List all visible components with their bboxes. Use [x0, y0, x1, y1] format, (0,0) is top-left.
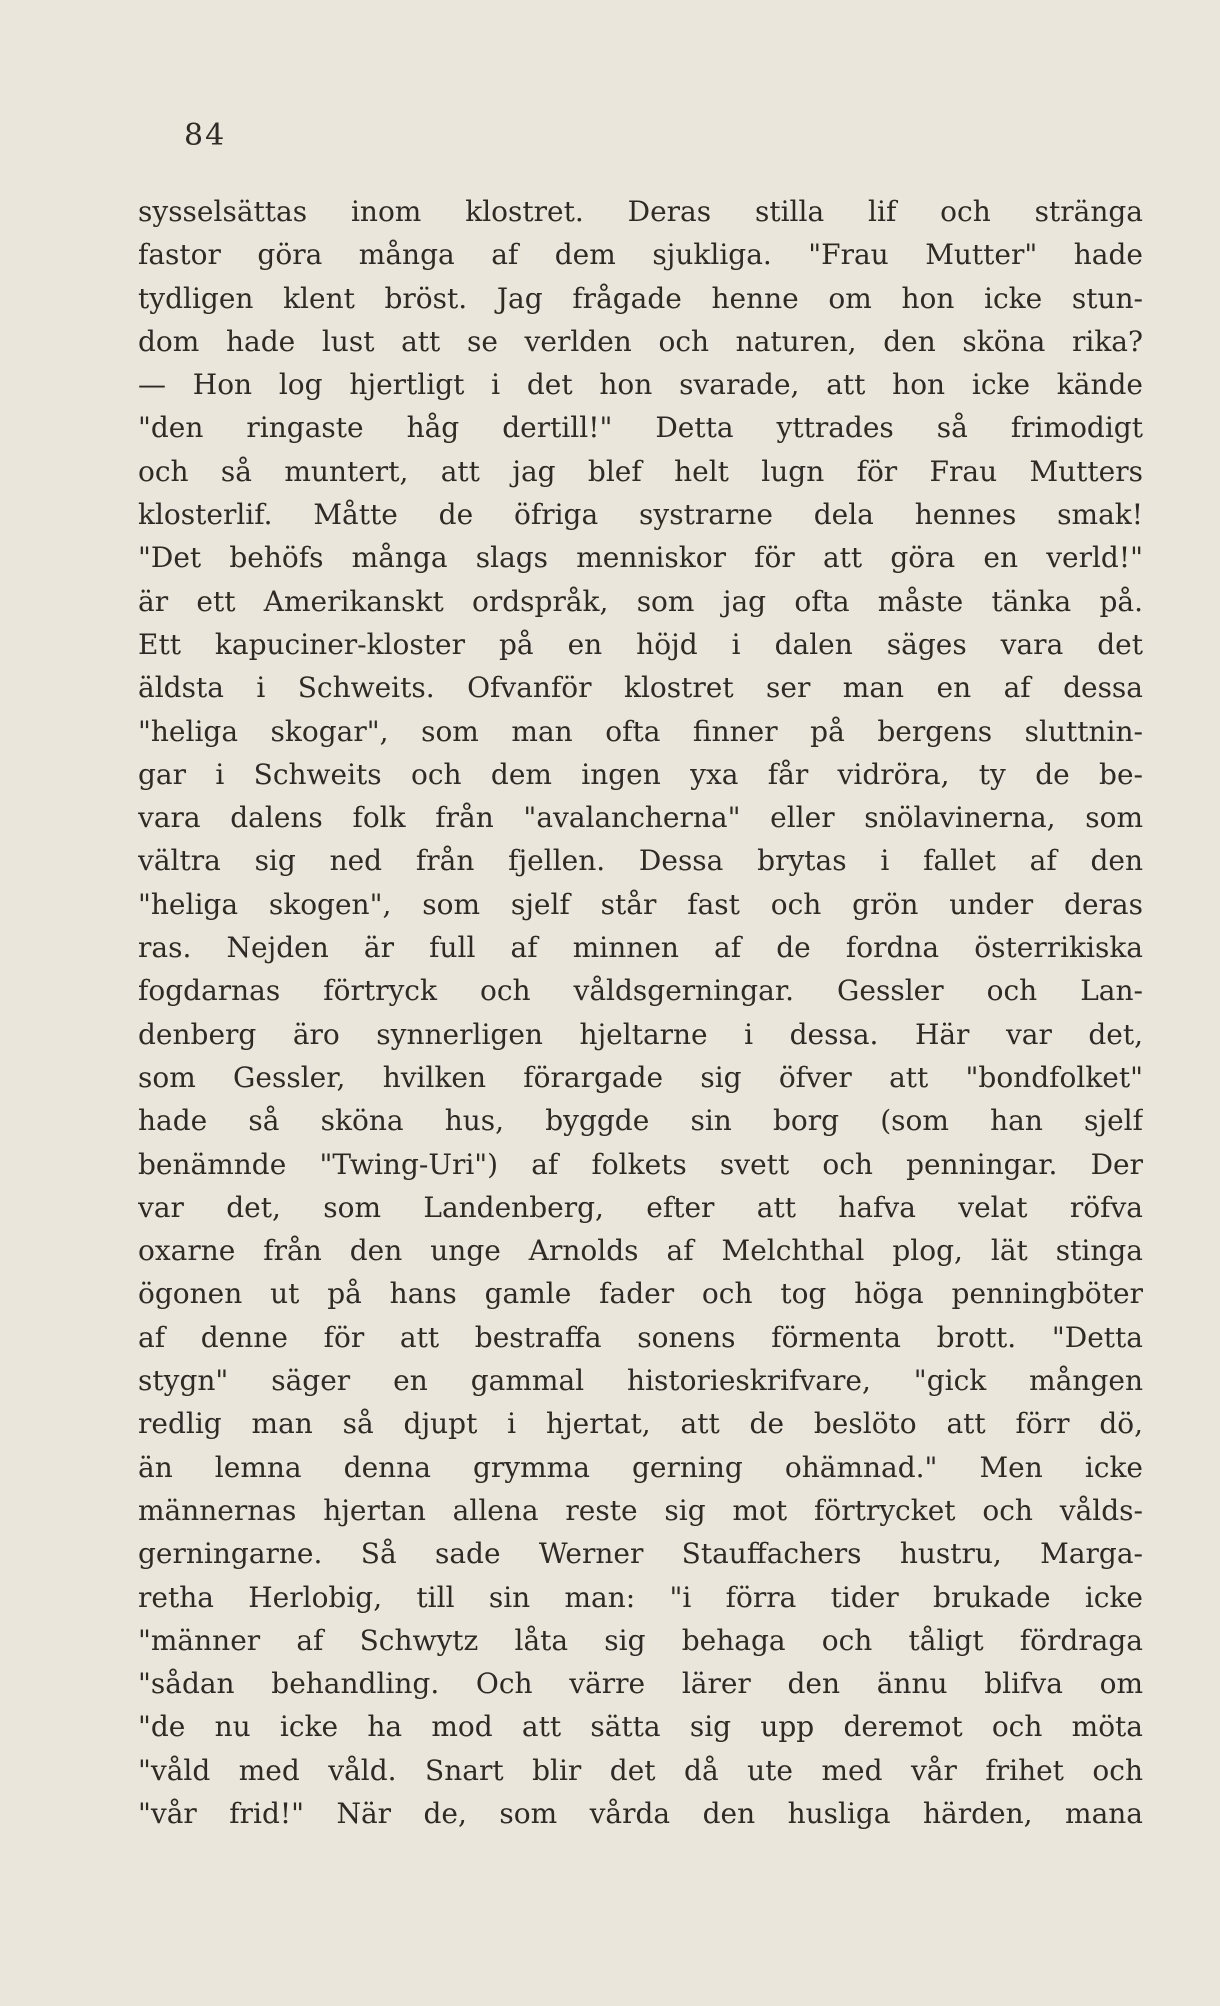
text-line: benämnde "Twing-Uri") af folkets svett och penningar. Der [138, 1147, 1143, 1181]
text-line: stygn" säger en gammal historieskrifvare, "gick mången [138, 1364, 1143, 1398]
text-line: ras. Nejden är full af minnen af de fordna österrikiska [138, 931, 1143, 965]
text-line: "den ringaste håg dertill!" Detta yttrades så frimodigt [138, 411, 1143, 445]
text-line: gar i Schweits och dem ingen yxa får vidröra, ty de be- [138, 757, 1143, 791]
text-line: denberg äro synnerligen hjeltarne i dessa. Här var det, [138, 1017, 1143, 1051]
text-line: "männer af Schwytz låta sig behaga och tåligt fördraga [138, 1623, 1143, 1657]
text-line: Ett kapuciner-kloster på en höjd i dalen säges vara det [138, 627, 1143, 661]
text-line: och så muntert, att jag blef helt lugn för Frau Mutters [138, 454, 1143, 488]
text-line: — Hon log hjertligt i det hon svarade, att hon icke kände [138, 368, 1143, 402]
text-line: fogdarnas förtryck och våldsgerningar. Gessler och Lan- [138, 974, 1143, 1008]
text-line: "de nu icke ha mod att sätta sig upp deremot och möta [138, 1710, 1143, 1744]
text-line: vältra sig ned från fjellen. Dessa brytas i fallet af den [138, 844, 1143, 878]
text-line: "heliga skogar", som man ofta finner på bergens sluttnin- [138, 714, 1143, 748]
text-line: hade så sköna hus, byggde sin borg (som han sjelf [138, 1104, 1143, 1138]
body-text [138, 190, 1143, 1835]
text-line: "Det behöfs många slags menniskor för att göra en verld!" [138, 541, 1143, 575]
text-line: dom hade lust att se verlden och naturen, den sköna rika? [138, 324, 1143, 358]
text-line: tydligen klent bröst. Jag frågade henne om hon icke stun- [138, 281, 1143, 315]
text-line: är ett Amerikanskt ordspråk, som jag ofta måste tänka på. [138, 584, 1143, 618]
text-line: "sådan behandling. Och värre lärer den ännu blifva om [138, 1667, 1143, 1701]
text-line: fastor göra många af dem sjukliga. "Frau Mutter" hade [138, 238, 1143, 272]
text-line: ögonen ut på hans gamle fader och tog höga penningböter [138, 1277, 1143, 1311]
text-line: äldsta i Schweits. Ofvanför klostret ser man en af dessa [138, 671, 1143, 705]
text-line: än lemna denna grymma gerning ohämnad." Men icke [138, 1450, 1143, 1484]
text-line: "våld med våld. Snart blir det då ute med vår frihet och [138, 1753, 1143, 1787]
page-number: 84 [184, 118, 227, 153]
text-line: männernas hjertan allena reste sig mot förtrycket och vålds- [138, 1493, 1143, 1527]
text-line: som Gessler, hvilken förargade sig öfver att "bondfolket" [138, 1060, 1143, 1094]
text-line: klosterlif. Måtte de öfriga systrarne dela hennes smak! [138, 498, 1143, 532]
text-line: af denne för att bestraffa sonens förmenta brott. "Detta [138, 1320, 1143, 1354]
text-line: gerningarne. Så sade Werner Stauffachers hustru, Marga- [138, 1537, 1143, 1571]
text-line: "vår frid!" När de, som vårda den husliga härden, mana [138, 1796, 1143, 1830]
text-line: redlig man så djupt i hjertat, att de beslöto att förr dö, [138, 1407, 1143, 1441]
text-line: "heliga skogen", som sjelf står fast och grön under deras [138, 887, 1143, 921]
text-line: sysselsättas inom klostret. Deras stilla lif och stränga [138, 195, 1143, 228]
text-line: retha Herlobig, till sin man: "i förra tider brukade icke [138, 1580, 1143, 1614]
text-line: var det, som Landenberg, efter att hafva velat röfva [138, 1190, 1143, 1224]
text-line: vara dalens folk från "avalancherna" eller snölavinerna, som [138, 801, 1143, 835]
text-line: oxarne från den unge Arnolds af Melchthal plog, lät stinga [138, 1234, 1143, 1268]
